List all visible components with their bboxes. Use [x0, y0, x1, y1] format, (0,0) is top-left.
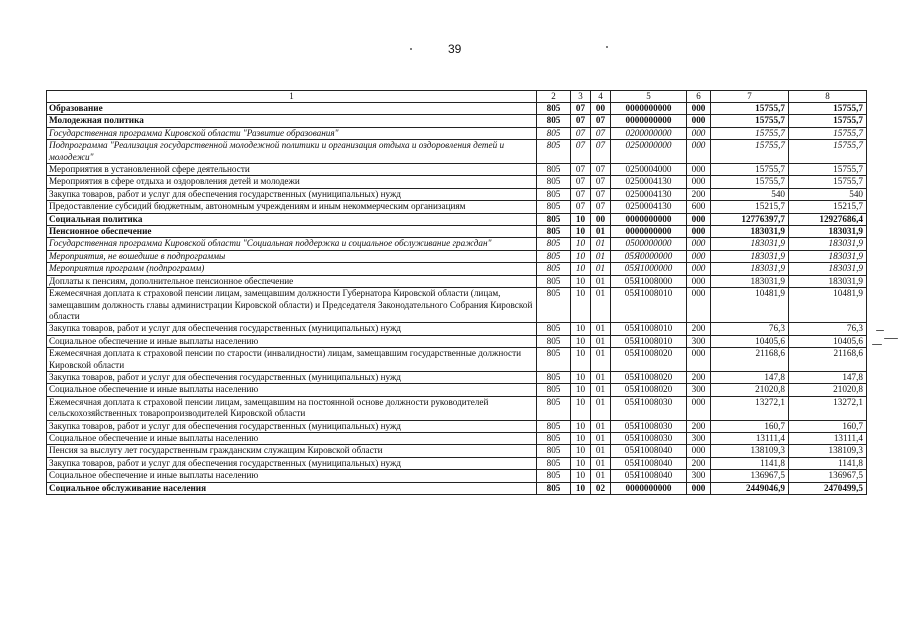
subsection-code: 01 — [591, 420, 611, 432]
subsection-code: 01 — [591, 263, 611, 275]
header-cell: 3 — [571, 91, 591, 103]
expense-type: 200 — [687, 188, 711, 200]
section-code: 805 — [537, 263, 571, 275]
subsection-code: 00 — [591, 103, 611, 115]
section-code: 805 — [537, 140, 571, 164]
target-code: 05Я1008010 — [611, 335, 687, 347]
subsection-code: 01 — [591, 275, 611, 287]
amount-year-2: 13111,4 — [789, 432, 867, 444]
amount-year-2: 10481,9 — [789, 288, 867, 323]
amount-year-1: 15755,7 — [711, 115, 789, 127]
amount-year-2: 183031,9 — [789, 226, 867, 238]
budget-table — [46, 90, 867, 495]
expense-type: 000 — [687, 164, 711, 176]
target-code: 0250004000 — [611, 164, 687, 176]
target-code: 0250000000 — [611, 140, 687, 164]
subsection-code: 07 — [591, 127, 611, 139]
table-row — [47, 127, 867, 139]
expense-type: 000 — [687, 275, 711, 287]
row-name: Социальное обеспечение и иные выплаты населению — [47, 335, 537, 347]
row-name: Мероприятия, не вошедшие в подпрограммы — [47, 250, 537, 262]
section-code: 805 — [537, 238, 571, 250]
chapter-code: 10 — [571, 238, 591, 250]
expense-type: 000 — [687, 263, 711, 275]
chapter-code: 10 — [571, 457, 591, 469]
expense-type: 000 — [687, 238, 711, 250]
subsection-code: 07 — [591, 115, 611, 127]
row-name: Мероприятия программ (подпрограмм) — [47, 263, 537, 275]
amount-year-2: 2470499,5 — [789, 482, 867, 494]
chapter-code: 10 — [571, 263, 591, 275]
amount-year-2: 15755,7 — [789, 115, 867, 127]
chapter-code: 10 — [571, 384, 591, 396]
amount-year-2: 12927686,4 — [789, 213, 867, 225]
chapter-code: 10 — [571, 275, 591, 287]
scan-speck — [876, 330, 884, 331]
target-code: 05Я0000000 — [611, 250, 687, 262]
row-name: Социальная политика — [47, 213, 537, 225]
expense-type: 300 — [687, 384, 711, 396]
amount-year-2: 76,3 — [789, 323, 867, 335]
section-code: 805 — [537, 457, 571, 469]
table-row — [47, 188, 867, 200]
amount-year-2: 136967,5 — [789, 470, 867, 482]
table-header-row — [47, 91, 867, 103]
expense-type: 300 — [687, 335, 711, 347]
section-code: 805 — [537, 348, 571, 372]
expense-type: 200 — [687, 371, 711, 383]
row-name: Ежемесячная доплата к страховой пенсии лицам, замещавшим должности Губернатора Кировской области (лицам, замещавшим должность главы администрации Кировской области) и Председателя Законодательного Собрания Кировской области — [47, 288, 537, 323]
amount-year-2: 15755,7 — [789, 164, 867, 176]
subsection-code: 02 — [591, 482, 611, 494]
target-code: 05Я1008020 — [611, 371, 687, 383]
table-row — [47, 432, 867, 444]
target-code: 0000000000 — [611, 115, 687, 127]
header-cell: 8 — [789, 91, 867, 103]
section-code: 805 — [537, 213, 571, 225]
expense-type: 300 — [687, 432, 711, 444]
target-code: 0000000000 — [611, 226, 687, 238]
subsection-code: 01 — [591, 335, 611, 347]
amount-year-1: 15755,7 — [711, 103, 789, 115]
chapter-code: 10 — [571, 396, 591, 420]
expense-type: 000 — [687, 348, 711, 372]
subsection-code: 01 — [591, 288, 611, 323]
section-code: 805 — [537, 432, 571, 444]
amount-year-2: 1141,8 — [789, 457, 867, 469]
table-row — [47, 238, 867, 250]
table-row — [47, 335, 867, 347]
target-code: 0000000000 — [611, 103, 687, 115]
scan-speck — [606, 46, 608, 48]
amount-year-2: 15755,7 — [789, 127, 867, 139]
section-code: 805 — [537, 371, 571, 383]
chapter-code: 10 — [571, 226, 591, 238]
amount-year-1: 21020,8 — [711, 384, 789, 396]
section-code: 805 — [537, 164, 571, 176]
amount-year-2: 13272,1 — [789, 396, 867, 420]
target-code: 05Я1008020 — [611, 348, 687, 372]
amount-year-2: 15755,7 — [789, 176, 867, 188]
amount-year-1: 160,7 — [711, 420, 789, 432]
chapter-code: 10 — [571, 432, 591, 444]
subsection-code: 01 — [591, 470, 611, 482]
expense-type: 000 — [687, 140, 711, 164]
table-row — [47, 201, 867, 213]
chapter-code: 07 — [571, 115, 591, 127]
target-code: 0250004130 — [611, 176, 687, 188]
row-name: Пенсия за выслугу лет государственным гражданским служащим Кировской области — [47, 445, 537, 457]
chapter-code: 10 — [571, 420, 591, 432]
table-row — [47, 103, 867, 115]
amount-year-2: 183031,9 — [789, 263, 867, 275]
target-code: 0000000000 — [611, 482, 687, 494]
row-name: Ежемесячная доплата к страховой пенсии по старости (инвалидности) лицам, замещавшим государственные должности Кировской области — [47, 348, 537, 372]
subsection-code: 01 — [591, 432, 611, 444]
subsection-code: 07 — [591, 188, 611, 200]
subsection-code: 01 — [591, 457, 611, 469]
row-name: Доплаты к пенсиям, дополнительное пенсионное обеспечение — [47, 275, 537, 287]
chapter-code: 07 — [571, 127, 591, 139]
row-name: Образование — [47, 103, 537, 115]
subsection-code: 07 — [591, 164, 611, 176]
header-cell: 4 — [591, 91, 611, 103]
amount-year-2: 183031,9 — [789, 250, 867, 262]
target-code: 05Я1008040 — [611, 445, 687, 457]
expense-type: 300 — [687, 470, 711, 482]
table-row — [47, 470, 867, 482]
table-row — [47, 420, 867, 432]
target-code: 05Я1008020 — [611, 384, 687, 396]
row-name: Ежемесячная доплата к страховой пенсии лицам, замещавшим на постоянной основе должности руководителей сельскохозяйственных товаропроизводителей Кировской области — [47, 396, 537, 420]
row-name: Социальное обслуживание населения — [47, 482, 537, 494]
table-row — [47, 371, 867, 383]
table-row — [47, 226, 867, 238]
amount-year-1: 183031,9 — [711, 250, 789, 262]
row-name: Социальное обеспечение и иные выплаты населению — [47, 384, 537, 396]
subsection-code: 01 — [591, 396, 611, 420]
amount-year-1: 183031,9 — [711, 238, 789, 250]
amount-year-2: 15215,7 — [789, 201, 867, 213]
scan-speck — [410, 48, 412, 50]
amount-year-1: 2449046,9 — [711, 482, 789, 494]
expense-type: 000 — [687, 250, 711, 262]
table-row — [47, 250, 867, 262]
amount-year-2: 183031,9 — [789, 275, 867, 287]
section-code: 805 — [537, 323, 571, 335]
chapter-code: 10 — [571, 288, 591, 323]
target-code: 05Я1008040 — [611, 470, 687, 482]
row-name: Молодежная политика — [47, 115, 537, 127]
amount-year-1: 183031,9 — [711, 226, 789, 238]
row-name: Закупка товаров, работ и услуг для обеспечения государственных (муниципальных) нужд — [47, 323, 537, 335]
table-row — [47, 457, 867, 469]
amount-year-1: 540 — [711, 188, 789, 200]
amount-year-1: 76,3 — [711, 323, 789, 335]
table-row — [47, 213, 867, 225]
row-name: Государственная программа Кировской области "Социальная поддержка и социальное обслуживание граждан" — [47, 238, 537, 250]
row-name: Закупка товаров, работ и услуг для обеспечения государственных (муниципальных) нужд — [47, 457, 537, 469]
expense-type: 000 — [687, 396, 711, 420]
target-code: 05Я1008040 — [611, 457, 687, 469]
amount-year-2: 138109,3 — [789, 445, 867, 457]
row-name: Мероприятия в установленной сфере деятельности — [47, 164, 537, 176]
target-code: 05Я1000000 — [611, 263, 687, 275]
target-code: 05Я1008010 — [611, 323, 687, 335]
chapter-code: 10 — [571, 482, 591, 494]
row-name: Закупка товаров, работ и услуг для обеспечения государственных (муниципальных) нужд — [47, 420, 537, 432]
amount-year-1: 13272,1 — [711, 396, 789, 420]
target-code: 0000000000 — [611, 213, 687, 225]
chapter-code: 10 — [571, 348, 591, 372]
expense-type: 000 — [687, 213, 711, 225]
table-row — [47, 288, 867, 323]
table-row — [47, 396, 867, 420]
header-cell: 7 — [711, 91, 789, 103]
target-code: 05Я1008000 — [611, 275, 687, 287]
amount-year-2: 21168,6 — [789, 348, 867, 372]
table-row — [47, 348, 867, 372]
chapter-code: 07 — [571, 140, 591, 164]
amount-year-2: 15755,7 — [789, 103, 867, 115]
section-code: 805 — [537, 226, 571, 238]
page-number: 39 — [448, 42, 462, 56]
table-row — [47, 263, 867, 275]
amount-year-2: 15755,7 — [789, 140, 867, 164]
amount-year-1: 12776397,7 — [711, 213, 789, 225]
amount-year-1: 15755,7 — [711, 164, 789, 176]
chapter-code: 10 — [571, 470, 591, 482]
amount-year-1: 10481,9 — [711, 288, 789, 323]
header-cell: 5 — [611, 91, 687, 103]
amount-year-1: 10405,6 — [711, 335, 789, 347]
target-code: 05Я1008030 — [611, 420, 687, 432]
subsection-code: 07 — [591, 176, 611, 188]
chapter-code: 10 — [571, 213, 591, 225]
table-row — [47, 140, 867, 164]
expense-type: 000 — [687, 115, 711, 127]
target-code: 0200000000 — [611, 127, 687, 139]
section-code: 805 — [537, 335, 571, 347]
subsection-code: 01 — [591, 238, 611, 250]
row-name: Государственная программа Кировской области "Развитие образования" — [47, 127, 537, 139]
chapter-code: 07 — [571, 201, 591, 213]
amount-year-2: 540 — [789, 188, 867, 200]
table-row — [47, 384, 867, 396]
table-row — [47, 176, 867, 188]
chapter-code: 10 — [571, 250, 591, 262]
chapter-code: 07 — [571, 188, 591, 200]
chapter-code: 10 — [571, 323, 591, 335]
expense-type: 000 — [687, 127, 711, 139]
row-name: Предоставление субсидий бюджетным, автономным учреждениям и иным некоммерческим организациям — [47, 201, 537, 213]
subsection-code: 01 — [591, 226, 611, 238]
section-code: 805 — [537, 384, 571, 396]
expense-type: 000 — [687, 288, 711, 323]
amount-year-1: 13111,4 — [711, 432, 789, 444]
expense-type: 000 — [687, 482, 711, 494]
expense-type: 000 — [687, 445, 711, 457]
section-code: 805 — [537, 103, 571, 115]
section-code: 805 — [537, 127, 571, 139]
amount-year-1: 15755,7 — [711, 140, 789, 164]
table-row — [47, 164, 867, 176]
amount-year-1: 136967,5 — [711, 470, 789, 482]
row-name: Социальное обеспечение и иные выплаты населению — [47, 432, 537, 444]
subsection-code: 01 — [591, 371, 611, 383]
row-name: Мероприятия в сфере отдыха и оздоровления детей и молодежи — [47, 176, 537, 188]
amount-year-1: 21168,6 — [711, 348, 789, 372]
row-name: Социальное обеспечение и иные выплаты населению — [47, 470, 537, 482]
section-code: 805 — [537, 396, 571, 420]
section-code: 805 — [537, 420, 571, 432]
amount-year-1: 15755,7 — [711, 127, 789, 139]
chapter-code: 10 — [571, 445, 591, 457]
section-code: 805 — [537, 176, 571, 188]
expense-type: 200 — [687, 323, 711, 335]
expense-type: 000 — [687, 176, 711, 188]
amount-year-1: 15215,7 — [711, 201, 789, 213]
expense-type: 200 — [687, 420, 711, 432]
target-code: 05Я1008030 — [611, 432, 687, 444]
row-name: Подпрограмма "Реализация государственной молодежной политики и организация отдыха и оздоровления детей и молодежи" — [47, 140, 537, 164]
chapter-code: 07 — [571, 103, 591, 115]
chapter-code: 07 — [571, 164, 591, 176]
section-code: 805 — [537, 275, 571, 287]
section-code: 805 — [537, 470, 571, 482]
subsection-code: 01 — [591, 348, 611, 372]
row-name: Закупка товаров, работ и услуг для обеспечения государственных (муниципальных) нужд — [47, 371, 537, 383]
amount-year-1: 15755,7 — [711, 176, 789, 188]
header-cell: 2 — [537, 91, 571, 103]
chapter-code: 10 — [571, 371, 591, 383]
expense-type: 600 — [687, 201, 711, 213]
subsection-code: 00 — [591, 213, 611, 225]
table-row — [47, 482, 867, 494]
header-cell: 1 — [47, 91, 537, 103]
subsection-code: 01 — [591, 445, 611, 457]
chapter-code: 07 — [571, 176, 591, 188]
row-name: Пенсионное обеспечение — [47, 226, 537, 238]
target-code: 0250004130 — [611, 188, 687, 200]
target-code: 05Я1008010 — [611, 288, 687, 323]
subsection-code: 07 — [591, 140, 611, 164]
row-name: Закупка товаров, работ и услуг для обеспечения государственных (муниципальных) нужд — [47, 188, 537, 200]
section-code: 805 — [537, 188, 571, 200]
section-code: 805 — [537, 288, 571, 323]
table-row — [47, 115, 867, 127]
expense-type: 000 — [687, 103, 711, 115]
scan-speck — [884, 338, 898, 339]
table-row — [47, 445, 867, 457]
amount-year-1: 1141,8 — [711, 457, 789, 469]
table-row — [47, 323, 867, 335]
subsection-code: 07 — [591, 201, 611, 213]
amount-year-2: 21020,8 — [789, 384, 867, 396]
chapter-code: 10 — [571, 335, 591, 347]
amount-year-1: 147,8 — [711, 371, 789, 383]
amount-year-1: 138109,3 — [711, 445, 789, 457]
amount-year-2: 183031,9 — [789, 238, 867, 250]
amount-year-2: 147,8 — [789, 371, 867, 383]
section-code: 805 — [537, 482, 571, 494]
amount-year-2: 160,7 — [789, 420, 867, 432]
amount-year-1: 183031,9 — [711, 275, 789, 287]
target-code: 0500000000 — [611, 238, 687, 250]
header-cell: 6 — [687, 91, 711, 103]
target-code: 05Я1008030 — [611, 396, 687, 420]
expense-type: 200 — [687, 457, 711, 469]
subsection-code: 01 — [591, 384, 611, 396]
expense-type: 000 — [687, 226, 711, 238]
section-code: 805 — [537, 115, 571, 127]
subsection-code: 01 — [591, 323, 611, 335]
amount-year-1: 183031,9 — [711, 263, 789, 275]
table-row — [47, 275, 867, 287]
amount-year-2: 10405,6 — [789, 335, 867, 347]
section-code: 805 — [537, 250, 571, 262]
subsection-code: 01 — [591, 250, 611, 262]
scan-speck — [872, 344, 882, 345]
target-code: 0250004130 — [611, 201, 687, 213]
section-code: 805 — [537, 445, 571, 457]
section-code: 805 — [537, 201, 571, 213]
